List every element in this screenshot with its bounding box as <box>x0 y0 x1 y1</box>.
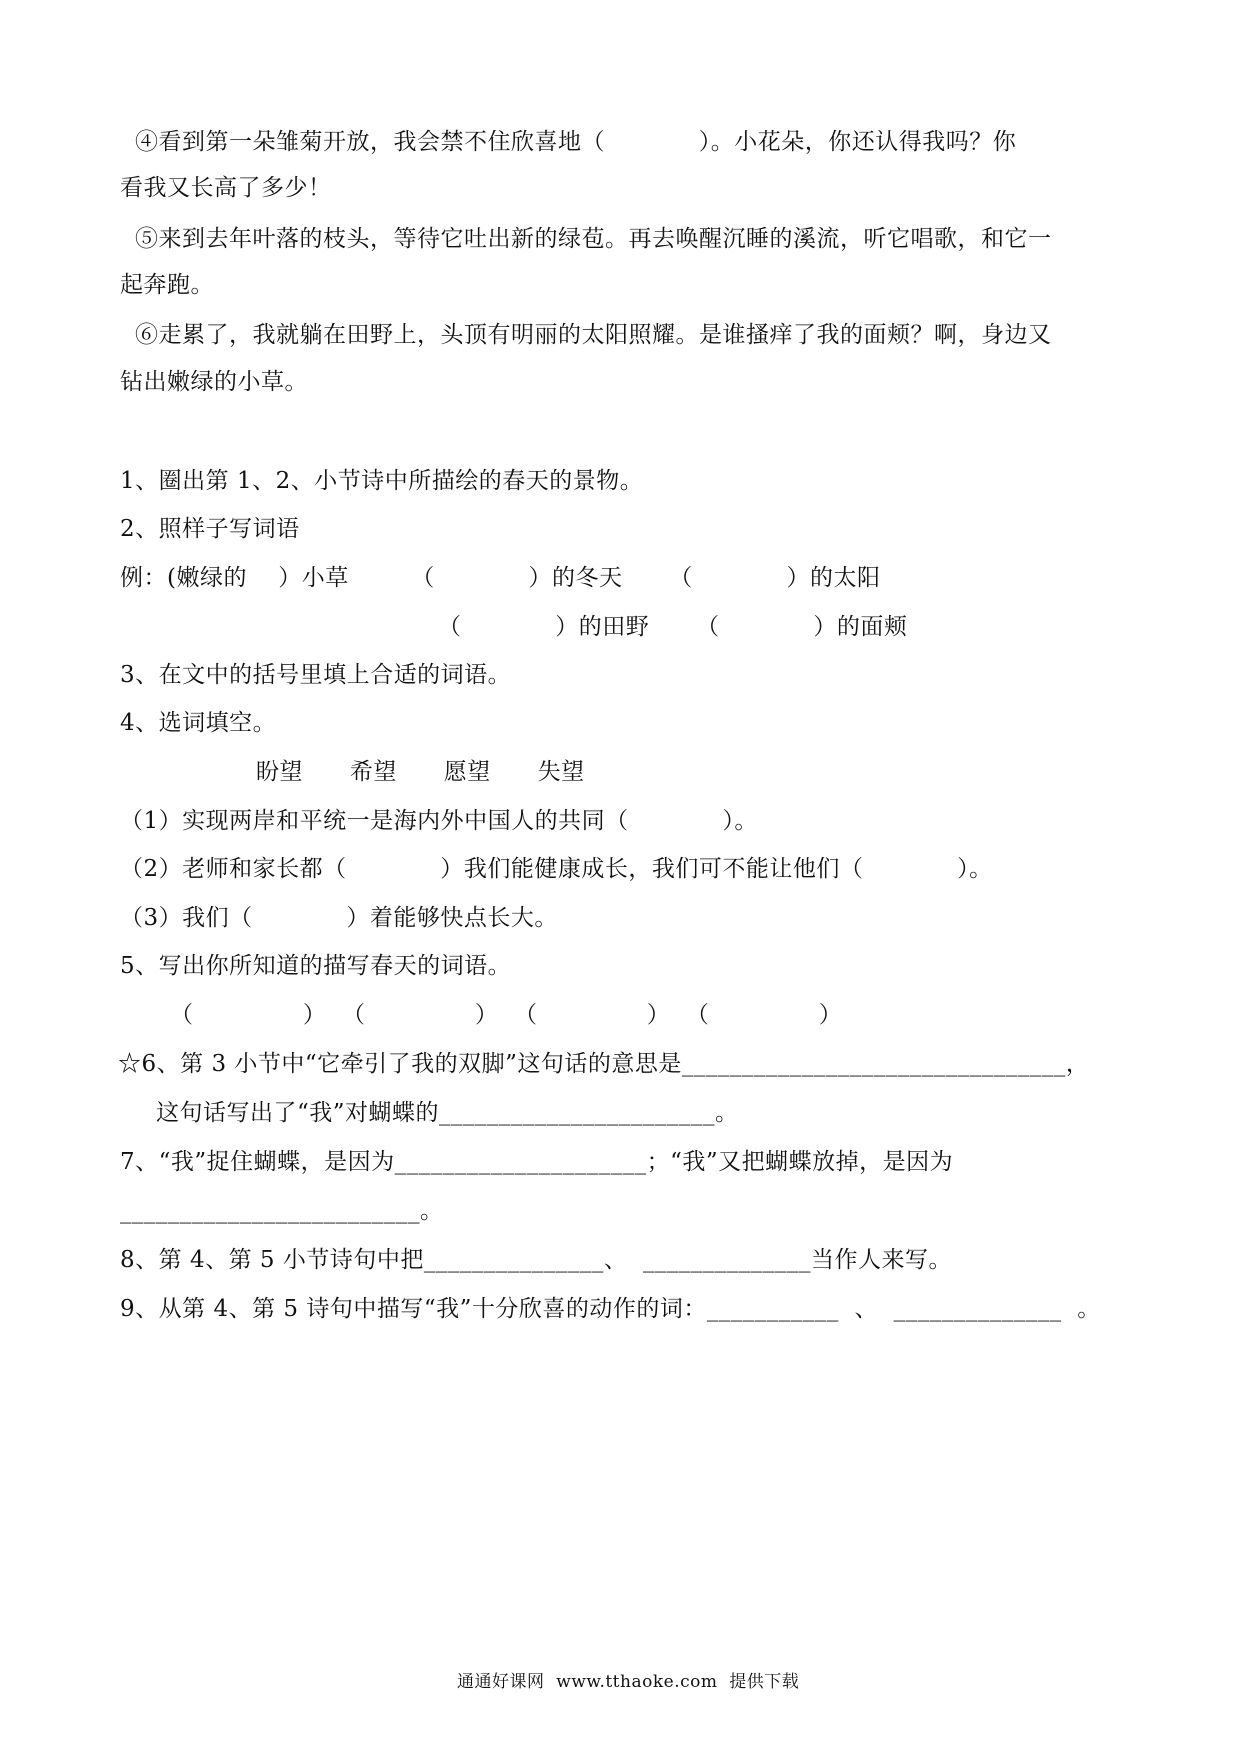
question-8: 8、第 4、第 5 小节诗句中把_______________、 ______________当作人来写。 <box>120 1247 952 1273</box>
question-5-blanks: （ ） （ ） （ ） （ ） <box>170 1002 843 1028</box>
question-2-example-row-1: 例：(嫩绿的 ）小草 （ ）的冬天 （ ）的太阳 <box>120 565 881 591</box>
question-6-line-2: 这句话写出了“我”对蝴蝶的_______________________。 <box>156 1100 739 1126</box>
poem-stanza-5-line-2: 起奔跑。 <box>120 272 214 298</box>
question-2-example-row-2: （ ）的田野 （ ）的面颊 <box>438 614 908 640</box>
question-3: 3、在文中的括号里填上合适的词语。 <box>120 662 512 688</box>
poem-stanza-6-line-2: 钻出嫩绿的小草。 <box>120 369 308 395</box>
question-4-item-2: （2）老师和家长都（ ）我们能健康成长，我们可不能让他们（ ）。 <box>120 856 993 882</box>
question-2: 2、照样子写词语 <box>120 516 300 542</box>
footer-credit: 通通好课网 www.tthaoke.com 提供下载 <box>457 1672 800 1692</box>
poem-stanza-4-line-1: ④看到第一朵雏菊开放，我会禁不住欣喜地（ ）。小花朵，你还认得我吗？你 <box>135 129 1017 155</box>
question-9: 9、从第 4、第 5 诗句中描写“我”十分欣喜的动作的词：___________ 、 ______________ 。 <box>120 1296 1101 1322</box>
question-4-word-bank: 盼望 希望 愿望 失望 <box>256 759 585 785</box>
question-7: 7、“我”捉住蝴蝶，是因为_____________________；“我”又把蝴蝶放掉，是因为 <box>120 1149 954 1175</box>
question-5: 5、写出你所知道的描写春天的词语。 <box>120 953 512 979</box>
question-6: ☆6、第 3 小节中“它牵引了我的双脚”这句话的意思是________________________________， <box>118 1051 1090 1077</box>
question-1: 1、圈出第 1、2、小节诗中所描绘的春天的景物。 <box>120 468 644 494</box>
question-7-line-2: _________________________。 <box>120 1198 444 1224</box>
poem-stanza-6-line-1: ⑥走累了，我就躺在田野上，头顶有明丽的太阳照耀。是谁搔痒了我的面颊？啊，身边又 <box>135 322 1052 348</box>
question-4-item-1: （1）实现两岸和平统一是海内外中国人的共同（ ）。 <box>120 808 758 834</box>
poem-stanza-5-line-1: ⑤来到去年叶落的枝头，等待它吐出新的绿苞。再去唤醒沉睡的溪流，听它唱歌，和它一 <box>135 226 1052 252</box>
poem-stanza-4-line-2: 看我又长高了多少！ <box>120 175 332 201</box>
question-4-item-3: （3）我们（ ）着能够快点长大。 <box>120 905 558 931</box>
question-4: 4、选词填空。 <box>120 710 277 736</box>
